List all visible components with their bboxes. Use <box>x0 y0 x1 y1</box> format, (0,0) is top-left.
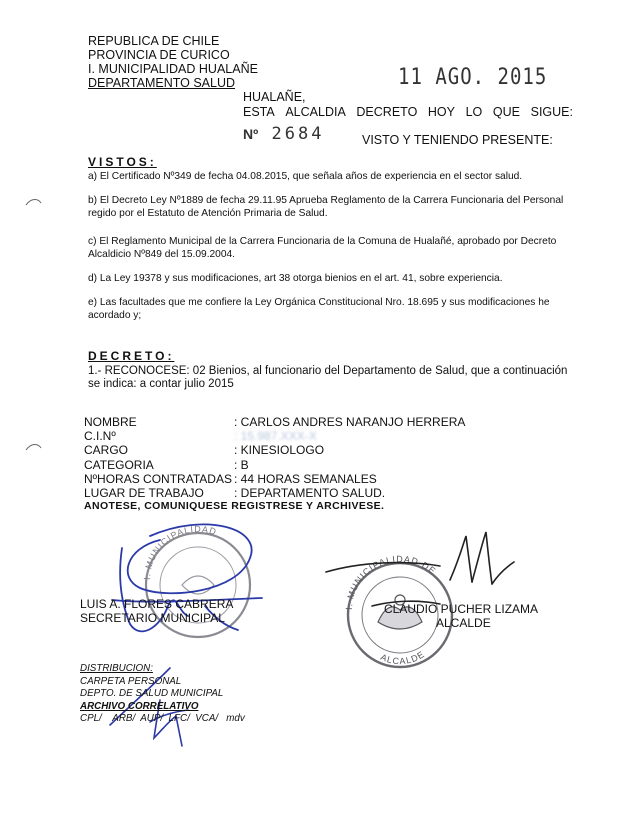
decreto-title: DECRETO: <box>88 349 175 363</box>
place-word: LO <box>465 105 483 119</box>
header-municipality: I. MUNICIPALIDAD HUALAÑE <box>88 62 258 76</box>
secretary-name: LUIS A. FLORES CABRERA <box>80 597 234 611</box>
right-seal-text-bottom: ALCALDE <box>379 648 427 667</box>
vistos-a: a) El Certificado Nº349 de fecha 04.08.2015, que señala años de experiencia en el sector salud. <box>88 171 523 182</box>
place-city: HUALAÑE, <box>243 90 306 104</box>
detail-label: CARGO <box>84 443 129 458</box>
place-word: DECRETO <box>356 105 418 119</box>
place-word: SIGUE: <box>530 105 573 119</box>
binder-mark-icon <box>26 444 41 450</box>
place-word: HOY <box>427 105 455 119</box>
vistos-e: e) Las facultades que me confiere la Ley Orgánica Constitucional Nro. 18.695 y sus modificaciones he acordado y; <box>88 297 550 321</box>
visto-presente: VISTO Y TENIENDO PRESENTE: <box>362 133 553 147</box>
decree-number-value: 2684 <box>271 124 325 144</box>
distribution-item: DEPTO. DE SALUD MUNICIPAL <box>80 688 224 699</box>
detail-label: NºHORAS CONTRATADAS <box>84 471 232 486</box>
vistos-c: c) El Reglamento Municipal de la Carrera Funcionaria de la Comuna de Hualañé, aprobado por Decreto Alcaldicio Nº849 del 15.09.2004. <box>88 236 557 260</box>
mayor-signature-block <box>384 602 538 630</box>
date-stamp: 11 AGO. 2015 <box>398 64 548 90</box>
distribution-item: CARPETA PERSONAL <box>80 675 182 687</box>
vistos-b: b) El Decreto Ley Nº1889 de fecha 29.11.95 Aprueba Reglamento de la Carrera Funcionaria del Personal regido por el Estatuto de Atención Primaria de Salud. <box>88 195 564 219</box>
distribution-list <box>80 663 245 726</box>
detail-value: : 44 HORAS SEMANALES <box>234 471 377 486</box>
detail-value: : B <box>234 457 249 472</box>
detail-label: LUGAR DE TRABAJO <box>84 486 204 501</box>
header-department: DEPARTAMENTO SALUD <box>88 76 236 90</box>
secretary-signature-block <box>80 597 233 625</box>
left-seal-text: I. MUNICIPALIDAD <box>141 523 219 581</box>
detail-value-redacted: : 15.987.XXX-X <box>234 429 317 444</box>
detail-label: CATEGORIA <box>84 457 154 472</box>
header-province: PROVINCIA DE CURICO <box>88 48 230 62</box>
detail-label: C.I.Nº <box>84 429 116 444</box>
binder-mark-icon <box>26 199 41 205</box>
right-seal-text-top: I. MUNICIPALIDAD DE <box>343 553 439 611</box>
detail-value: : DEPARTAMENTO SALUD. <box>234 486 386 501</box>
place-word: QUE <box>492 105 520 119</box>
detail-label: NOMBRE <box>84 415 137 429</box>
vistos-title: VISTOS: <box>88 155 157 169</box>
secretary-title: SECRETARIO MUNICIPAL <box>80 611 225 625</box>
distribution-initials: CPL/ ARB/ AUP/ LFC/ VCA/ mdv <box>80 713 245 724</box>
distribution-title: DISTRIBUCION: <box>80 663 153 674</box>
place-word: ALCALDIA <box>285 105 346 119</box>
anotese-line: ANOTESE, COMUNIQUESE REGISTRESE Y ARCHIVESE. <box>84 500 385 512</box>
vistos-d: d) La Ley 19378 y sus modificaciones, art 38 otorga bienios en el art. 41, sobre experiencia. <box>88 273 503 284</box>
detail-value: : KINESIOLOGO <box>234 443 325 458</box>
mayor-name: CLAUDIO PUCHER LIZAMA <box>384 602 539 616</box>
header-republic: REPUBLICA DE CHILE <box>88 34 220 48</box>
decreto-item1: 1.- RECONOCESE: 02 Bienios, al funcionario del Departamento de Salud, que a continuación se indica: a contar julio 2015 <box>88 365 568 390</box>
decree-prefix: Nº <box>243 126 259 142</box>
mayor-title: ALCALDE <box>436 616 491 630</box>
distribution-item: ARCHIVO CORRELATIVO <box>80 700 199 712</box>
detail-value: : CARLOS ANDRES NARANJO HERRERA <box>234 415 466 429</box>
place-word: ESTA <box>243 105 275 119</box>
